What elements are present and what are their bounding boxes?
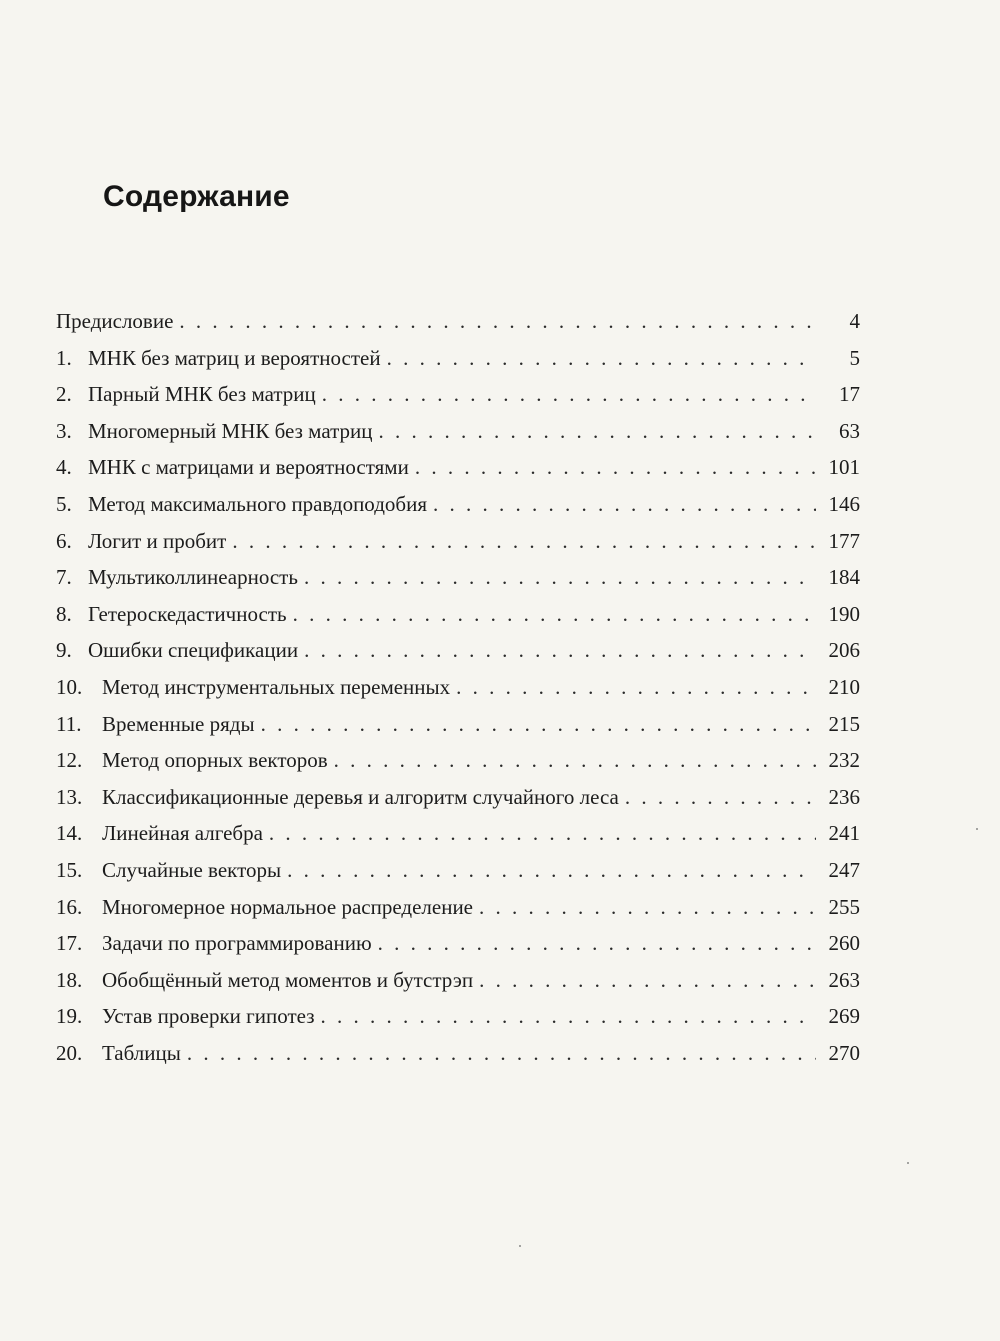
toc-entry-number: 8. [56, 601, 72, 626]
toc-entry-page: 247 [828, 857, 860, 882]
toc-entry [56, 449, 860, 486]
toc-entry-number: 6. [56, 528, 72, 553]
toc-entry-number: 11. [56, 711, 82, 736]
toc-entry [56, 852, 860, 889]
toc-entry-number: 16. [56, 894, 83, 919]
dot-leader [187, 1035, 816, 1072]
toc-entry [56, 742, 860, 779]
toc-entry-number: 14. [56, 821, 83, 846]
toc-entry [56, 669, 860, 706]
toc-entry-label: Метод опорных векторов [102, 748, 328, 773]
toc-entry-page: 263 [828, 967, 860, 992]
paper-speck [907, 1162, 909, 1164]
toc-entry-label: Многомерный МНК без матриц [88, 418, 373, 443]
toc-entry-page: 232 [828, 748, 860, 773]
dot-leader [321, 998, 817, 1035]
dot-leader [261, 706, 816, 743]
dot-leader [479, 889, 816, 926]
toc-entry-label: Задачи по программированию [102, 931, 372, 956]
toc-entry-page: 177 [828, 528, 860, 553]
dot-leader [379, 413, 816, 450]
toc-entry-number: 4. [56, 455, 72, 480]
toc-entry-number: 18. [56, 967, 83, 992]
toc-entry-page: 269 [828, 1004, 860, 1029]
toc-entry-page: 190 [828, 601, 860, 626]
toc-entry-page: 101 [828, 455, 860, 480]
toc-entry-number: 2. [56, 382, 72, 407]
paper-speck [976, 828, 978, 830]
toc-entry [56, 523, 860, 560]
toc-entry-page: 206 [828, 638, 860, 663]
toc-entry-page: 260 [828, 931, 860, 956]
dot-leader [304, 632, 816, 669]
paper-speck [519, 1245, 521, 1247]
toc-entry-number: 12. [56, 748, 83, 773]
toc-entry-number: 10. [56, 674, 83, 699]
toc-entry-label: Обобщённый метод моментов и бутстрэп [102, 967, 474, 992]
toc-entry-label: Предисловие [56, 309, 174, 333]
toc-entry-page: 63 [839, 418, 860, 443]
toc-entry-label: МНК с матрицами и вероятностями [88, 455, 409, 480]
dot-leader [293, 596, 816, 633]
toc-entry-label: МНК без матриц и вероятностей [88, 345, 381, 370]
toc-entry-page: 241 [828, 821, 860, 846]
dot-leader [287, 852, 816, 889]
dot-leader [479, 962, 816, 999]
toc-entry [56, 962, 860, 999]
toc-entry-page: 184 [828, 565, 860, 590]
toc-entry-label: Ошибки спецификации [88, 638, 299, 663]
toc-entry-label: Линейная алгебра [102, 821, 263, 846]
toc-entry-number: 3. [56, 418, 72, 443]
toc-entry-label: Таблицы [102, 1040, 181, 1065]
toc-entry-number: 5. [56, 491, 72, 516]
dot-leader [269, 815, 816, 852]
toc-entry-page: 270 [828, 1040, 860, 1065]
toc-entry-page: 5 [849, 345, 860, 370]
table-of-contents [56, 303, 860, 1071]
toc-entry [56, 889, 860, 926]
toc-entry [56, 413, 860, 450]
toc-entry [56, 998, 860, 1035]
dot-leader [456, 669, 816, 706]
toc-entry-page: 4 [849, 309, 860, 333]
dot-leader [378, 925, 816, 962]
toc-entry [56, 596, 860, 633]
toc-entry [56, 340, 860, 377]
toc-entry-label: Устав проверки гипотез [102, 1004, 315, 1029]
dot-leader [433, 486, 816, 523]
toc-entry-label: Метод инструментальных переменных [102, 674, 451, 699]
toc-entry-number: 17. [56, 931, 83, 956]
toc-entry-page: 210 [828, 674, 860, 699]
toc-entry-label: Многомерное нормальное распределение [102, 894, 473, 919]
dot-leader [334, 742, 816, 779]
dot-leader [179, 303, 816, 340]
toc-entry-label: Гетероскедастичность [88, 601, 287, 626]
toc-entry-number: 15. [56, 857, 83, 882]
toc-entry-number: 20. [56, 1040, 83, 1065]
toc-entry-label: Случайные векторы [102, 857, 282, 882]
toc-entry-number: 1. [56, 345, 72, 370]
toc-entry-number: 9. [56, 638, 72, 663]
toc-entry [56, 632, 860, 669]
toc-entry [56, 706, 860, 743]
dot-leader [625, 779, 816, 816]
toc-entry-number: 7. [56, 565, 72, 590]
toc-entry-label: Мультиколлинеарность [88, 565, 298, 590]
toc-entry-page: 215 [828, 711, 860, 736]
toc-entry-label: Временные ряды [102, 711, 255, 736]
toc-entry-page: 17 [839, 382, 860, 407]
dot-leader [415, 449, 816, 486]
toc-entry [56, 1035, 860, 1072]
toc-entry-page: 255 [828, 894, 860, 919]
toc-entry [56, 779, 860, 816]
toc-entry-number: 13. [56, 784, 83, 809]
toc-entry [56, 815, 860, 852]
dot-leader [304, 559, 816, 596]
page-title: Содержание [103, 180, 290, 213]
toc-entry [56, 486, 860, 523]
toc-entry-page: 146 [828, 491, 860, 516]
toc-entry [56, 376, 860, 413]
toc-entry [56, 925, 860, 962]
toc-entry-label: Метод максимального правдоподобия [88, 491, 427, 516]
toc-entry-page: 236 [828, 784, 860, 809]
dot-leader [322, 376, 816, 413]
toc-entry-label: Парный МНК без матриц [88, 382, 316, 407]
toc-entry-label: Логит и пробит [88, 528, 227, 553]
dot-leader [232, 523, 816, 560]
toc-entry-number: 19. [56, 1004, 83, 1029]
toc-entry-label: Классификационные деревья и алгоритм случайного леса [102, 784, 619, 809]
toc-entry [56, 559, 860, 596]
dot-leader [387, 340, 816, 377]
toc-entry [56, 303, 860, 340]
